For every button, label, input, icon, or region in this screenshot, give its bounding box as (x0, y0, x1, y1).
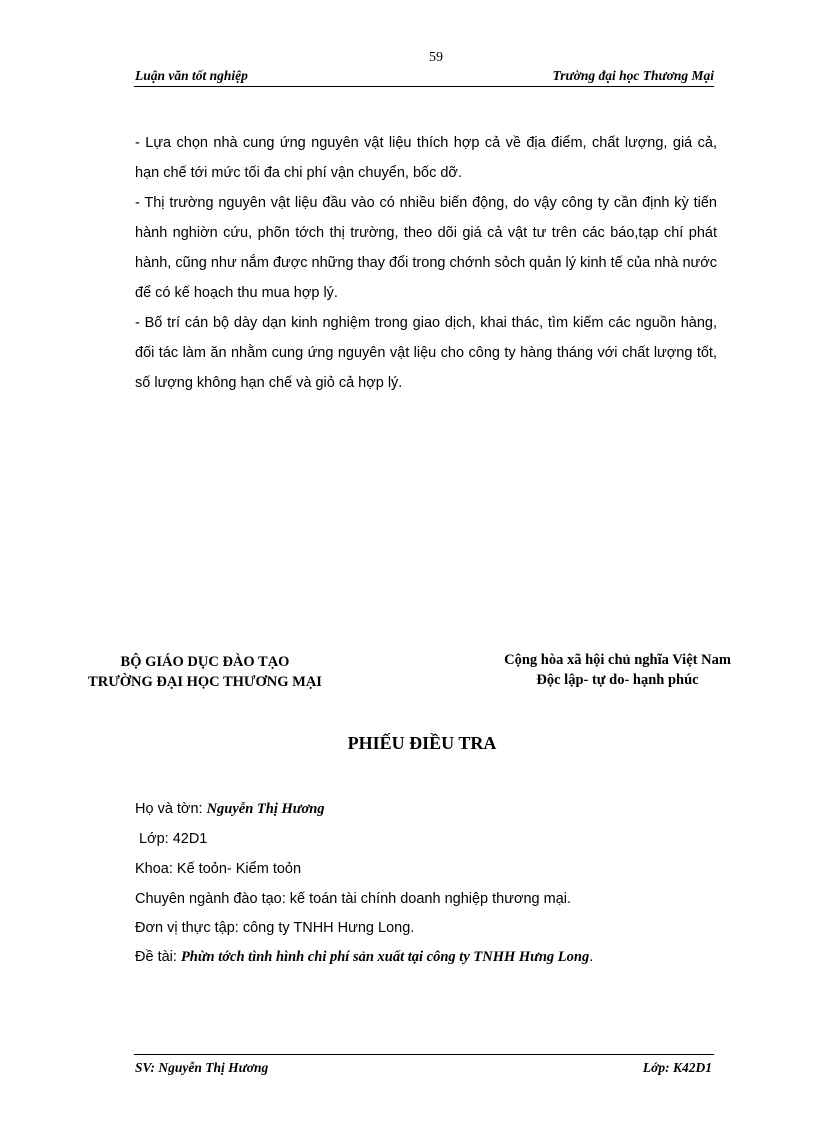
footer-student: SV: Nguyễn Thị Hương (135, 1060, 269, 1075)
national-motto: Độc lập- tự do- hạnh phúc (536, 672, 699, 688)
faculty-line: Khoa: Kế toỏn- Kiểm toỏn (135, 861, 302, 877)
student-name-line (135, 801, 325, 818)
body-paragraph-market: - Thị trường nguyên vật liệu đầu vào có nhiều biến động, do vậy công ty cần định kỳ tiến hành nghiờn cứu, phõn tớch thị trường, theo dõi giá cả vật tư trên các báo,tạp chí phát hành, cũng như nắm được những thay đổi trong chớnh sỏch quản lý kinh tế của nhà nước để có kế hoạch thu mua hợp lý. (135, 195, 717, 301)
topic-value: Phừn tớch tình hình chi phí sản xuất tại công ty TNHH Hưng Long (180, 949, 590, 965)
ministry-name: BỘ GIÁO DỤC ĐÀO TẠO (120, 654, 290, 670)
header-divider (134, 86, 714, 87)
topic-label: Đề tài: (135, 949, 181, 965)
university-name: TRƯỜNG ĐẠI HỌC THƯƠNG MẠI (88, 674, 322, 690)
class-line: Lớp: 42D1 (139, 831, 208, 847)
header-university-label: Trường đại học Thương Mại (552, 68, 714, 83)
body-paragraph-supplier: - Lựa chọn nhà cung ứng nguyên vật liệu thích hợp cả về địa điểm, chất lượng, giá cả, hạn chế tới mức tối đa chi phí vận chuyển, bốc dỡ. (135, 135, 717, 181)
national-motto-block (465, 650, 770, 690)
ministry-block (55, 652, 355, 692)
internship-unit-line: Đơn vị thực tập: công ty TNHH Hưng Long. (135, 920, 415, 936)
topic-end: . (589, 949, 594, 965)
form-title: PHIẾU ĐIỀU TRA (347, 733, 497, 753)
footer-divider (134, 1054, 714, 1055)
page-number: 59 (429, 50, 443, 65)
body-paragraph-staff: - Bố trí cán bộ dày dạn kinh nghiệm trong giao dịch, khai thác, tìm kiếm các nguồn hàng, đối tác làm ăn nhằm cung ứng nguyên vật liệu cho công ty hàng tháng với chất lượng tốt, số lượng không hạn chế và giỏ cả hợp lý. (135, 315, 717, 391)
student-name-value: Nguyễn Thị Hương (206, 801, 325, 817)
topic-line (135, 949, 593, 966)
student-name-label: Họ và tờn: (135, 801, 207, 817)
footer-class: Lớp: K42D1 (642, 1060, 712, 1075)
header-thesis-label: Luận văn tốt nghiệp (135, 68, 248, 83)
republic-name: Cộng hòa xã hội chủ nghĩa Việt Nam (504, 652, 731, 668)
major-line: Chuyên ngành đào tạo: kế toán tài chính doanh nghiệp thương mại. (135, 891, 572, 907)
